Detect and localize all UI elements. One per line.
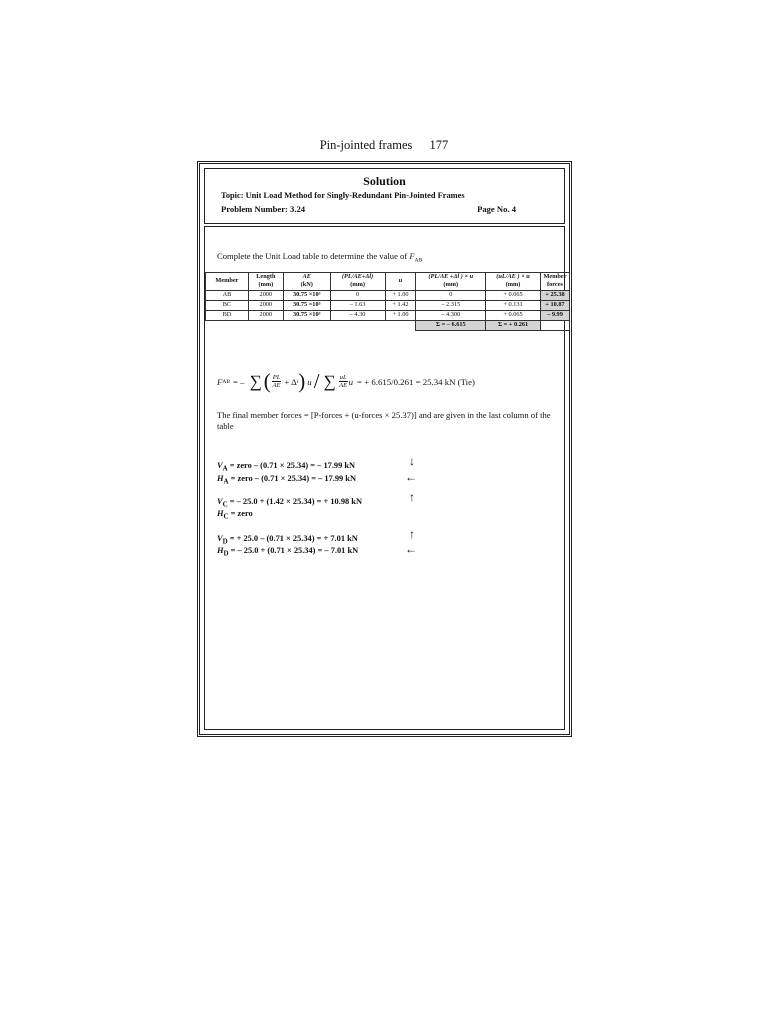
formula-delta: + Δ [284, 376, 297, 387]
reaction-vd: $V_D$ = + 25.0 – (0.71 × 25.34) = + 7.01 kN [217, 534, 358, 546]
table-totals-row [206, 320, 570, 330]
solution-body [204, 226, 565, 730]
reaction-va: $V_A$ = zero – (0.71 × 25.34) = – 17.99 kN [217, 461, 356, 473]
header-u: u [385, 273, 416, 291]
arrow-up-icon: ↑ [409, 527, 415, 541]
sigma-symbol: ∑ [249, 372, 262, 391]
cell-member-force: + 25.38 [540, 290, 569, 300]
fraction-pl-ae: $\frac{PL}{AE}$ [272, 374, 281, 389]
cell-u: + 1.42 [385, 300, 416, 310]
cell-ul-ae-u: + 0.131 [486, 300, 541, 310]
cell-ul-ae-u: + 0.065 [486, 310, 541, 320]
reaction-ha: $H_A$ = zero – (0.71 × 25.34) = – 17.99 kN [217, 474, 357, 486]
table-row [206, 310, 570, 320]
left-paren: ( [263, 369, 271, 393]
divide-slash: / [313, 369, 320, 393]
cell-member-force: + 10.87 [540, 300, 569, 310]
intro-symbol: F [409, 251, 415, 261]
header-ae: AE (kN) [283, 273, 330, 291]
formula-u2: u [348, 376, 354, 387]
reaction-hc: $H_C$ = zero [217, 509, 253, 521]
formula-lhs: F [217, 376, 223, 387]
cell-pl-ae-delta-u: – 4.300 [416, 310, 486, 320]
cell-pl-ae-delta: – 1.63 [330, 300, 385, 310]
arrow-left-icon: ← [405, 470, 417, 484]
header-pl-ae-delta: (PL/AE+Δl) (mm) [330, 273, 385, 291]
header-member: Member [206, 273, 249, 291]
reaction-hd: $H_D$ = – 25.0 + (0.71 × 25.34) = – 7.01 kN [217, 546, 359, 558]
cell-ul-ae-u: + 0.065 [486, 290, 541, 300]
intro-subscript: AB [414, 257, 423, 264]
formula-result: = + 6.615/0.261 = 25.34 kN (Tie) [357, 376, 475, 387]
solution-header [204, 168, 565, 224]
formula-eq: = – [233, 376, 245, 387]
cell-member: BC [206, 300, 249, 310]
total-pl-ae-delta-u: Σ = – 6.615 [416, 320, 486, 330]
intro-text [217, 251, 422, 264]
cell-ae: 30.75 ×10³ [283, 300, 330, 310]
arrow-up-icon: ↑ [409, 490, 415, 504]
header-member-forces: Member forces [540, 273, 569, 291]
running-head-page-number: 177 [429, 138, 449, 152]
cell-pl-ae-delta-u: – 2.315 [416, 300, 486, 310]
cell-pl-ae-delta: 0 [330, 290, 385, 300]
cell-ae: 30.75 ×10³ [283, 310, 330, 320]
total-ul-ae-u: Σ = + 0.261 [486, 320, 541, 330]
cell-member: BD [206, 310, 249, 320]
unit-load-table [205, 272, 570, 331]
table-header-row [206, 273, 570, 291]
cell-u: + 1.00 [385, 290, 416, 300]
cell-ae: 30.75 ×10³ [283, 290, 330, 300]
cell-pl-ae-delta: – 4.30 [330, 310, 385, 320]
problem-number: Problem Number: 3.24 [221, 204, 306, 214]
cell-pl-ae-delta-u: 0 [416, 290, 486, 300]
arrow-left-icon: ← [405, 542, 417, 556]
reaction-vc: $V_C$ = – 25.0 + (1.42 × 25.34) = + 10.98 kN [217, 497, 363, 509]
cell-member: AB [206, 290, 249, 300]
header-pl-ae-delta-u: (PL/AE +Δl ) × u (mm) [416, 273, 486, 291]
right-paren: ) [298, 369, 306, 393]
page-number-label: Page No. 4 [477, 204, 516, 214]
table-row [206, 290, 570, 300]
running-head [0, 138, 768, 153]
formula-u: u [307, 376, 312, 387]
header-ul-ae-u: (uL/AE ) × u (mm) [486, 273, 541, 291]
cell-member-force: – 9.99 [540, 310, 569, 320]
fraction-ul-ae: $\frac{uL}{AE}$ [339, 374, 348, 389]
cell-u: + 1.00 [385, 310, 416, 320]
fab-formula: F AB = – ∑ ( $\frac{PL}{AE}$ + Δ i ) u / ∑ $\frac{uL}{AE}$ u = + 6.615/0.261 = 25.34 kN (Tie) [217, 369, 475, 393]
topic-line: Topic: Unit Load Method for Singly-Redundant Pin-Jointed Frames [221, 191, 465, 200]
running-head-title: Pin-jointed frames [319, 138, 413, 152]
table-row [206, 300, 570, 310]
solution-frame [197, 161, 572, 737]
header-length: Length (mm) [248, 273, 283, 291]
final-forces-paragraph: The final member forces = [P-forces + (u-forces × 25.37)] and are given in the last column of the table [217, 410, 551, 431]
solution-heading: Solution [363, 174, 406, 188]
cell-length: 2000 [248, 290, 283, 300]
intro-sentence: Complete the Unit Load table to determine the value of [217, 251, 410, 261]
cell-length: 2000 [248, 300, 283, 310]
sigma-symbol: ∑ [323, 372, 336, 391]
cell-length: 2000 [248, 310, 283, 320]
formula-lhs-sub: AB [222, 378, 231, 385]
arrow-down-icon: ↓ [409, 454, 415, 468]
